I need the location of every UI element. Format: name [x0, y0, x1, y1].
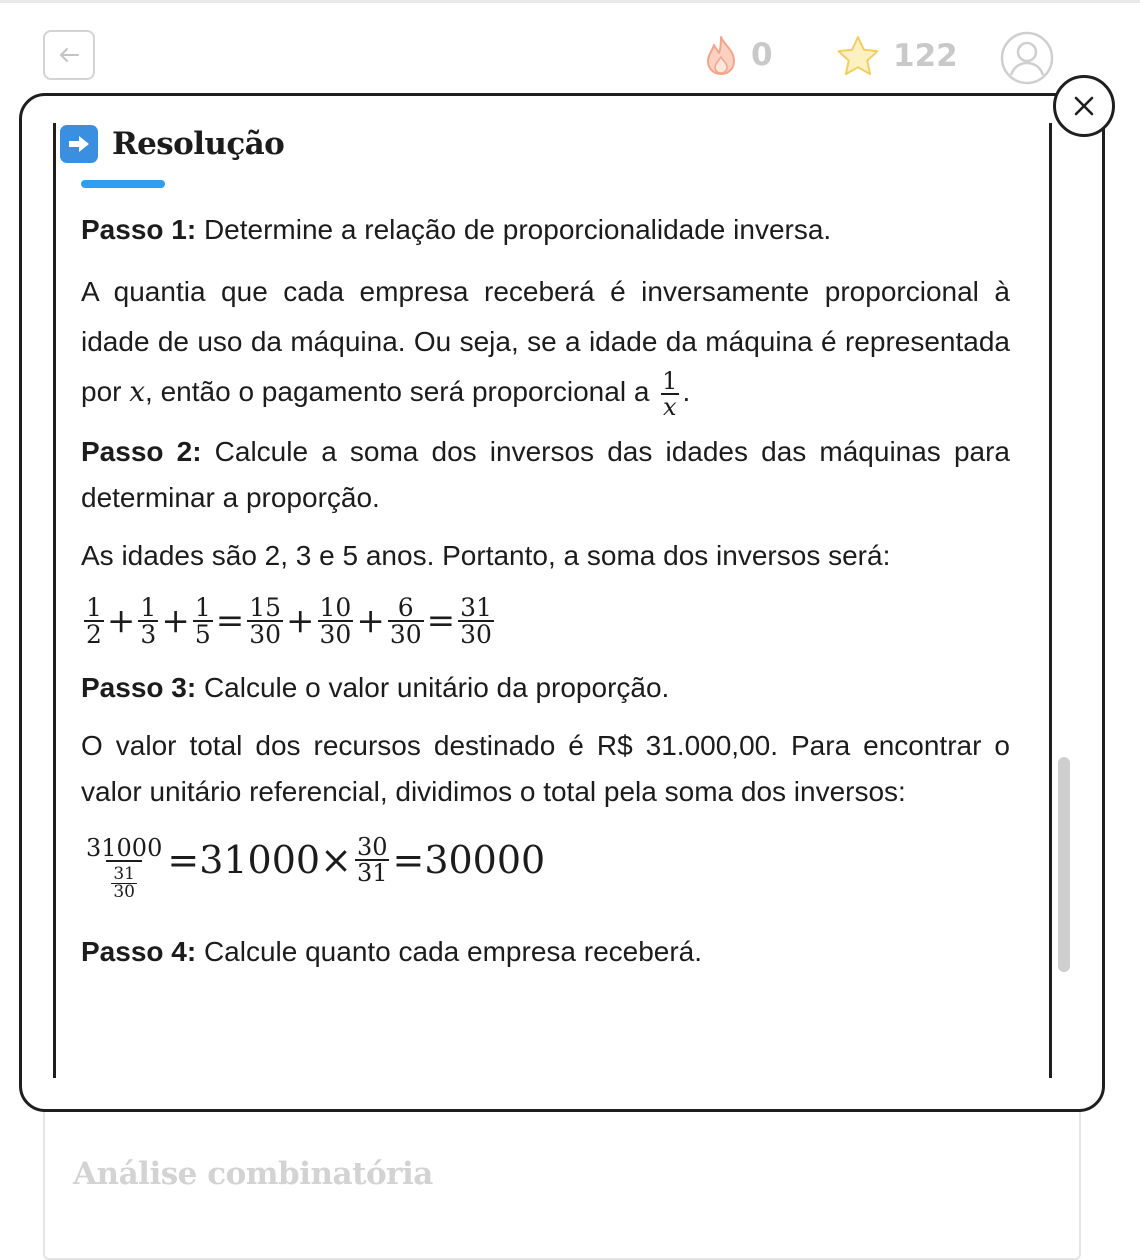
step3-label: Passo 3:	[81, 671, 197, 703]
title-underline	[81, 180, 165, 188]
close-button[interactable]	[1053, 75, 1115, 137]
fraction: $\frac{1}{5}$	[194, 592, 211, 649]
step1-text: Determine a relação de proporcionalidade inversa.	[196, 214, 832, 245]
fraction: $\frac{6}{30}$	[389, 592, 422, 649]
step2-text: Calcule a soma dos inversos das idades das máquinas para determinar a proporção.	[81, 435, 1010, 513]
p1-text-a: A quantia que cada empresa receberá é inversamente proporcional à idade de uso da máquina. Ou seja, se a idade da máquina é representada por	[81, 276, 1010, 407]
fraction-one-over-x: $\frac{1}{x}$	[662, 366, 678, 421]
step4-label: Passo 4:	[81, 935, 197, 967]
p1-text-b: , então o pagamento será proporcional a	[145, 376, 658, 407]
step2-heading	[81, 429, 1010, 521]
equation-result: =30000	[392, 837, 546, 882]
stars-counter	[835, 34, 958, 78]
fraction: $\frac{10}{30}$	[319, 592, 352, 649]
step4-text: Calcule quanto cada empresa receberá.	[196, 935, 703, 967]
fraction: $\frac{30}{31}$	[356, 832, 388, 887]
modal-title: Resolução	[112, 126, 285, 162]
background-card-title: Análise combinatória	[73, 1156, 433, 1192]
resolution-content	[81, 207, 1010, 975]
back-button[interactable]	[43, 30, 95, 80]
p1-end: .	[682, 376, 691, 407]
step3-heading	[81, 665, 1010, 711]
step3-text: Calcule o valor unitário da proporção.	[196, 671, 670, 703]
user-icon	[1000, 31, 1054, 85]
fraction: $\frac{1}{3}$	[140, 592, 157, 649]
profile-button[interactable]	[1000, 31, 1054, 85]
variable-x: x	[129, 375, 146, 408]
fire-icon	[703, 34, 739, 76]
step1-heading	[81, 207, 1010, 253]
step1-label: Passo 1:	[81, 214, 197, 245]
step2-label: Passo 2:	[81, 435, 202, 467]
compound-fraction: 31000 31 30	[86, 834, 163, 903]
step3-paragraph: O valor total dos recursos destinado é R$ 31.000,00. Para encontrar o valor unitário referencial, dividimos o total pela soma dos inversos:	[81, 729, 1010, 807]
fraction: $\frac{15}{30}$	[249, 592, 282, 649]
close-icon	[1073, 95, 1095, 117]
step2-paragraph: As idades são 2, 3 e 5 anos. Portanto, a soma dos inversos será:	[81, 539, 891, 571]
arrow-left-icon	[58, 47, 80, 63]
unit-value-equation	[81, 829, 1010, 909]
modal-header	[60, 125, 284, 163]
streak-count: 0	[751, 37, 773, 73]
scrollbar-thumb[interactable]	[1058, 757, 1070, 972]
arrow-right-icon	[60, 125, 98, 163]
step1-paragraph	[81, 267, 1010, 419]
fraction: 1 2	[86, 592, 102, 649]
equation-middle: =31000×	[167, 837, 352, 882]
step4-heading	[81, 929, 1010, 975]
star-icon	[835, 34, 881, 78]
fraction: $\frac{31}{30}$	[460, 592, 492, 649]
sum-of-inverses-equation: 1 2 + $\frac{1}{3}$ + $\frac{1}{5}$ = $\frac{15}{30}$ + $\frac{10}{30}$ + $\frac{6}{30}$ = $\frac{31}{30}$	[86, 592, 492, 649]
stars-count: 122	[893, 38, 958, 74]
streak-counter	[703, 34, 773, 76]
top-divider	[0, 0, 1140, 3]
